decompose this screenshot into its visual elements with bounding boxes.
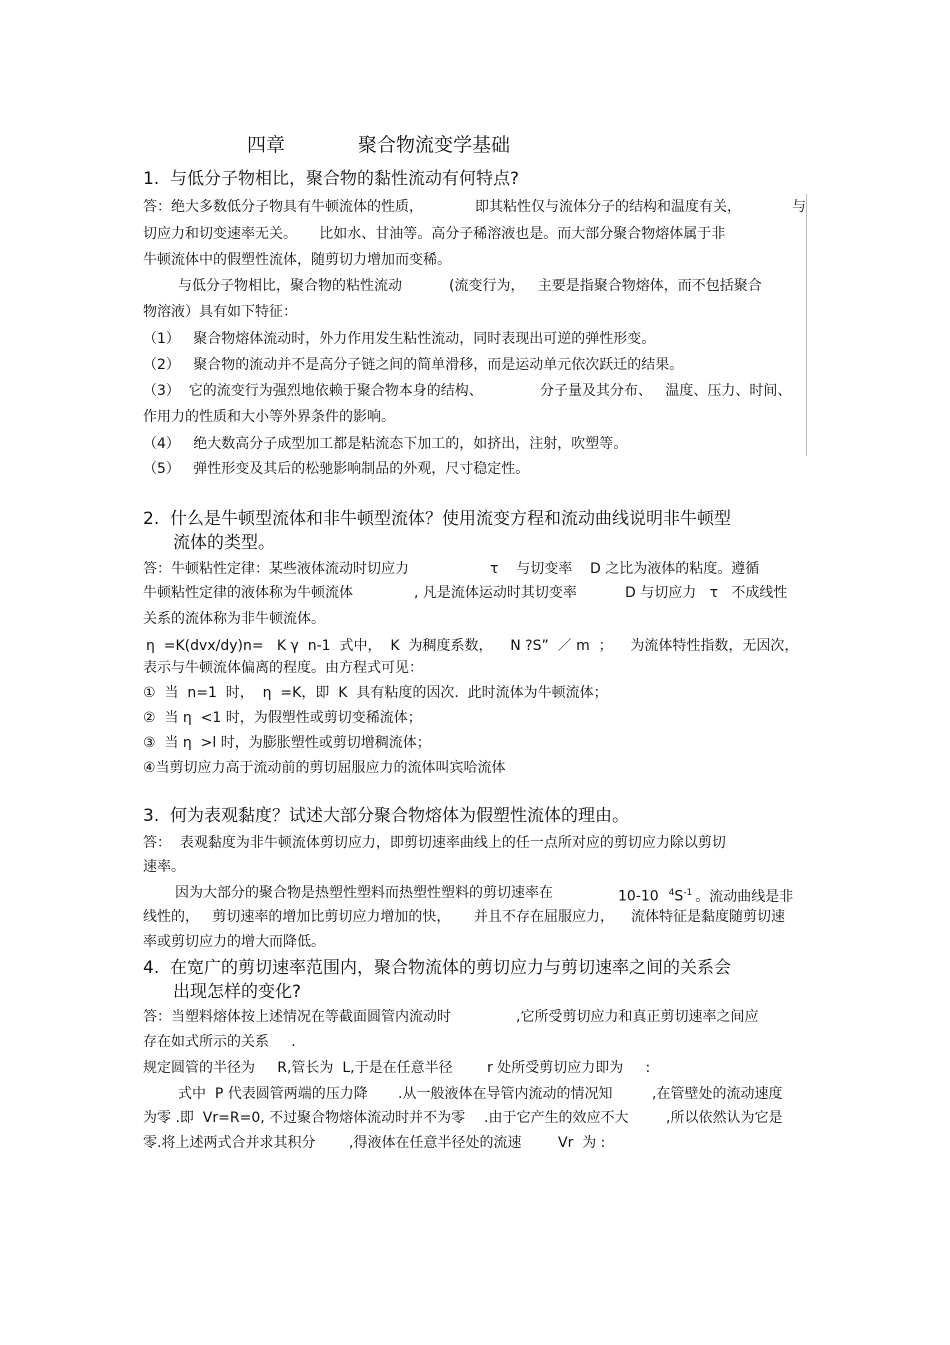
answer-4-line-3b: r 处所受剪切应力即为 :	[487, 1060, 651, 1076]
case-4: ④当剪切应力高于流动前的剪切屈服应力的流体叫宾哈流体	[143, 760, 506, 776]
question-3: 3. 何为表观黏度？试述大部分聚合物熔体为假塑性流体的理由。	[143, 806, 630, 826]
chapter-title: 聚合物流变学基础	[358, 134, 511, 156]
question-4-line-2: 出现怎样的变化?	[173, 982, 302, 1002]
answer-4-line-4c: ,在管壁处的流动速度	[652, 1086, 783, 1102]
answer-2-line-2b: , 凡是流体运动时其切变率	[414, 585, 577, 601]
answer-1-line-5: 物溶液）具有如下特征：	[143, 304, 297, 320]
feature-3a: （3） 它的流变行为强烈地依赖于聚合物本身的结构、	[143, 383, 483, 399]
answer-1-line-1c: 与	[792, 199, 806, 215]
answer-1-line-4b: (流变行为， 主要是指聚合物熔体，而不包括聚合	[449, 278, 762, 294]
question-1: 1. 与低分子物相比，聚合物的黏性流动有何特点?	[143, 169, 520, 189]
feature-5: （5） 弹性形变及其后的松驰影响制品的外观，尺寸稳定性。	[143, 461, 530, 477]
answer-3-line-1: 答： 表观黏度为非牛顿流体剪切应力，即剪切速率曲线上的任一点所对应的剪切应力除以剪切	[143, 835, 726, 851]
answer-3-line-4c: 流体特征是黏度随剪切速	[631, 909, 785, 925]
case-1: ① 当 n=1 时， η =K，即 K 具有粘度的因次. 此时流体为牛顿流体；	[143, 685, 608, 701]
answer-3-line-2: 速率。	[143, 859, 185, 875]
answer-4-line-1b: ,它所受剪切应力和真正剪切速率之间应	[516, 1009, 759, 1025]
answer-4-line-4a: 式中 P 代表圆管两端的压力降	[178, 1086, 368, 1102]
case-2: ② 当 η <1 时，为假塑性或剪切变稀流体；	[143, 710, 422, 726]
chapter-number: 四章	[247, 134, 286, 156]
answer-2-line-2c: D 与切应力 τ 不成线性	[625, 585, 788, 601]
answer-2-line-1a: 答：牛顿粘性定律：某些液体流动时切应力	[143, 561, 409, 577]
answer-4-line-2: 存在如式所示的关系 .	[143, 1034, 296, 1050]
feature-3c: 作用力的性质和大小等外界条件的影响。	[143, 409, 395, 425]
answer-1-line-4a: 与低分子物相比，聚合物的粘性流动	[178, 278, 402, 294]
shear-rate-range: 10-10 $^4S^{-1}$ 。流动曲线是非	[618, 888, 794, 905]
feature-2: （2） 聚合物的流动并不是高分子链之间的简单滑移，而是运动单元依次跃迁的结果。	[143, 357, 684, 373]
answer-1-line-3: 牛顿流体中的假塑性流体，随剪切力增加而变稀。	[143, 252, 451, 268]
answer-3-line-3a: 因为大部分的聚合物是热塑性塑料而热塑性塑料的剪切速率在	[175, 885, 553, 901]
answer-4-line-5b: .由于它产生的效应不大	[484, 1110, 629, 1126]
answer-2-line-1b: τ 与切变率 D 之比为液体的粘度。遵循	[490, 561, 760, 577]
answer-1-line-1a: 答：绝大多数低分子物具有牛顿流体的性质，	[143, 199, 423, 215]
answer-4-line-5a: 为零 .即 Vr=R=0, 不过聚合物熔体流动时并不为零	[143, 1110, 466, 1126]
case-3: ③ 当 η >l 时，为膨胀塑性或剪切增稠流体；	[143, 735, 431, 751]
question-2-line-2: 流体的类型。	[173, 533, 275, 553]
answer-4-line-6c: Vr 为 :	[558, 1135, 606, 1151]
answer-3-line-4b: 并且不存在屈服应力，	[474, 909, 614, 925]
answer-1-line-1b: 即其粘性仅与流体分子的结构和温度有关，	[475, 199, 741, 215]
feature-4: （4） 绝大数高分子成型加工都是粘流态下加工的，如挤出，注射，吹塑等。	[143, 436, 628, 452]
answer-2-line-3: 关系的流体称为非牛顿流体。	[143, 611, 325, 627]
feature-3b: 分子量及其分布、 温度、压力、时间、	[540, 383, 792, 399]
margin-line	[806, 194, 807, 456]
answer-3-line-5: 率或剪切应力的增大而降低。	[143, 934, 325, 950]
answer-4-line-6b: ,得液体在任意半径处的流速	[349, 1135, 522, 1151]
question-2-line-1: 2. 什么是牛顿型流体和非牛顿型流体？使用流变方程和流动曲线说明非牛顿型	[143, 509, 732, 529]
question-4-line-1: 4. 在宽广的剪切速率范围内，聚合物流体的剪切应力与剪切速率之间的关系会	[143, 958, 732, 978]
feature-1: （1） 聚合物熔体流动时，外力作用发生粘性流动，同时表现出可逆的弹性形变。	[143, 331, 656, 347]
formula-line-2: 表示与牛顿流体偏离的程度。由方程式可见：	[143, 660, 423, 676]
answer-4-line-1a: 答：当塑料熔体按上述情况在等截面圆管内流动时	[143, 1009, 451, 1025]
formula-line-1: η =K(dvx/dy)n= K γ n-1 式中， K 为稠度系数， N ?S” ／ m ； 为流体特性指数，无因次，	[146, 638, 799, 654]
answer-4-line-5c: ,所以依然认为它是	[666, 1110, 783, 1126]
answer-4-line-4b: .从一般液体在导管内流动的情况知	[398, 1086, 613, 1102]
answer-4-line-6a: 零.将上述两式合并求其积分	[143, 1135, 316, 1151]
answer-2-line-2a: 牛顿粘性定律的液体称为牛顿流体	[143, 585, 353, 601]
answer-1-line-2: 切应力和切变速率无关。 比如水、甘油等。高分子稀溶液也是。而大部分聚合物熔体属于非	[143, 226, 726, 242]
answer-3-line-4a: 线性的， 剪切速率的增加比剪切应力增加的快，	[143, 909, 451, 925]
answer-4-line-3a: 规定圆管的半径为 R,管长为 L,于是在任意半径	[143, 1060, 453, 1076]
